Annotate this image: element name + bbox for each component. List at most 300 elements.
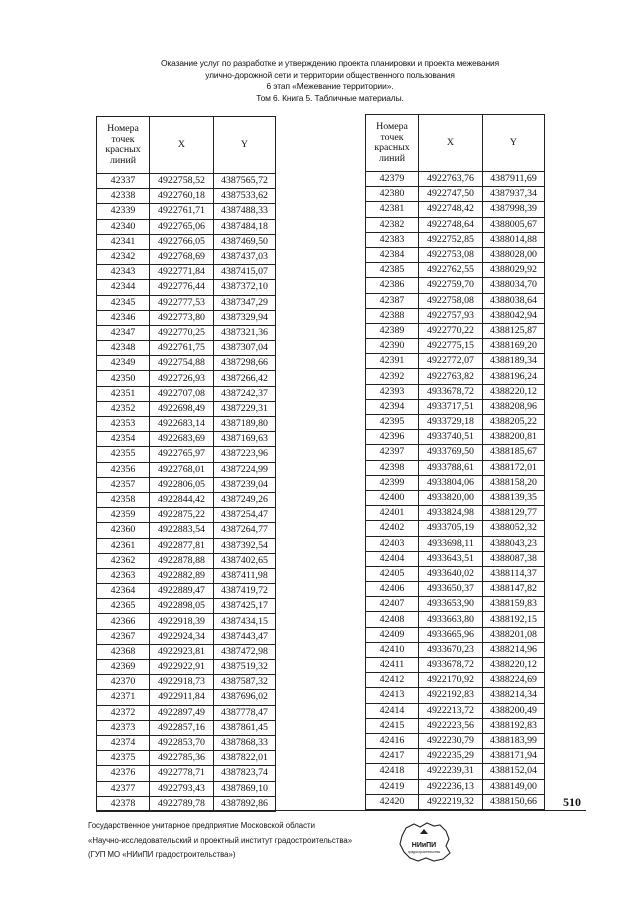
- cell-point-number: 42356: [97, 462, 150, 477]
- table-row: [366, 658, 545, 673]
- cell-y: 4388029,92: [483, 263, 545, 278]
- cell-point-number: 42396: [366, 430, 419, 445]
- footer-divider: [96, 810, 586, 811]
- cell-point-number: 42354: [97, 432, 150, 447]
- table-row: [366, 673, 545, 688]
- cell-point-number: 42369: [97, 660, 150, 675]
- cell-x: 4922777,53: [150, 295, 214, 310]
- table-row: [366, 688, 545, 703]
- table-row: [366, 232, 545, 247]
- table-row: [366, 779, 545, 794]
- cell-point-number: 42406: [366, 582, 419, 597]
- table-row: [366, 369, 545, 384]
- table-row: [97, 766, 276, 781]
- cell-x: 4922877,81: [150, 538, 214, 553]
- cell-y: 4388005,67: [483, 217, 545, 232]
- cell-x: 4922875,22: [150, 508, 214, 523]
- cell-y: 4387434,15: [214, 614, 276, 629]
- cell-y: 4387823,74: [214, 766, 276, 781]
- cell-y: 4388159,83: [483, 597, 545, 612]
- table-row: [97, 265, 276, 280]
- cell-y: 4387587,32: [214, 675, 276, 690]
- column-header-y: Y: [214, 117, 276, 174]
- cell-point-number: 42408: [366, 612, 419, 627]
- table-row: [97, 249, 276, 264]
- cell-point-number: 42355: [97, 447, 150, 462]
- table-row: [97, 538, 276, 553]
- table-row: [366, 642, 545, 657]
- cell-x: 4933820,00: [419, 490, 483, 505]
- cell-point-number: 42419: [366, 779, 419, 794]
- footer-line-1: Государственное унитарное предприятие Московской области: [88, 821, 315, 830]
- cell-point-number: 42418: [366, 764, 419, 779]
- table-row: [366, 247, 545, 262]
- cell-x: 4933653,90: [419, 597, 483, 612]
- cell-y: 4387443,47: [214, 629, 276, 644]
- cell-y: 4387778,47: [214, 705, 276, 720]
- cell-x: 4922683,69: [150, 432, 214, 447]
- cell-point-number: 42368: [97, 644, 150, 659]
- cell-x: 4922765,97: [150, 447, 214, 462]
- cell-y: 4388171,94: [483, 749, 545, 764]
- table-row: [97, 492, 276, 507]
- column-header-x: X: [150, 117, 214, 174]
- cell-x: 4922753,08: [419, 247, 483, 262]
- cell-x: 4933698,11: [419, 536, 483, 551]
- cell-x: 4922923,81: [150, 644, 214, 659]
- cell-y: 4388196,24: [483, 369, 545, 384]
- cell-y: 4387298,66: [214, 356, 276, 371]
- cell-x: 4922766,05: [150, 234, 214, 249]
- cell-point-number: 42353: [97, 417, 150, 432]
- cell-point-number: 42397: [366, 445, 419, 460]
- cell-x: 4922778,71: [150, 766, 214, 781]
- cell-x: 4922857,16: [150, 720, 214, 735]
- cell-x: 4922765,06: [150, 219, 214, 234]
- cell-x: 4933705,19: [419, 521, 483, 536]
- table-row: [366, 612, 545, 627]
- cell-y: 4387169,63: [214, 432, 276, 447]
- cell-point-number: 42379: [366, 172, 419, 187]
- cell-y: 4388150,66: [483, 794, 545, 809]
- cell-point-number: 42420: [366, 794, 419, 809]
- table-body-right: [366, 172, 545, 810]
- table-row: [366, 703, 545, 718]
- cell-y: 4387242,37: [214, 386, 276, 401]
- table-row: [366, 399, 545, 414]
- cell-point-number: 42410: [366, 642, 419, 657]
- table-row: [97, 341, 276, 356]
- cell-y: 4388224,69: [483, 673, 545, 688]
- cell-point-number: 42342: [97, 249, 150, 264]
- cell-point-number: 42357: [97, 477, 150, 492]
- cell-point-number: 42390: [366, 339, 419, 354]
- cell-point-number: 42365: [97, 599, 150, 614]
- cell-x: 4933824,98: [419, 506, 483, 521]
- cell-y: 4387861,45: [214, 720, 276, 735]
- cell-y: 4387392,54: [214, 538, 276, 553]
- cell-y: 4388042,94: [483, 308, 545, 323]
- cell-y: 4387239,04: [214, 477, 276, 492]
- cell-point-number: 42376: [97, 766, 150, 781]
- cell-y: 4387484,18: [214, 219, 276, 234]
- cell-point-number: 42417: [366, 749, 419, 764]
- cell-y: 4388208,96: [483, 399, 545, 414]
- table-row: [97, 204, 276, 219]
- cell-point-number: 42367: [97, 629, 150, 644]
- cell-point-number: 42366: [97, 614, 150, 629]
- table-row: [97, 280, 276, 295]
- cell-y: 4387254,47: [214, 508, 276, 523]
- cell-point-number: 42414: [366, 703, 419, 718]
- cell-point-number: 42409: [366, 627, 419, 642]
- table-row: [97, 234, 276, 249]
- table-row: [366, 521, 545, 536]
- cell-x: 4922844,42: [150, 492, 214, 507]
- cell-x: 4922239,31: [419, 764, 483, 779]
- cell-y: 4387869,10: [214, 781, 276, 796]
- cell-y: 4388220,12: [483, 658, 545, 673]
- cell-y: 4388038,64: [483, 293, 545, 308]
- cell-x: 4922747,50: [419, 187, 483, 202]
- cell-point-number: 42380: [366, 187, 419, 202]
- table-row: [97, 720, 276, 735]
- table-row: [366, 551, 545, 566]
- cell-point-number: 42358: [97, 492, 150, 507]
- cell-x: 4922911,84: [150, 690, 214, 705]
- cell-y: 4387868,33: [214, 735, 276, 750]
- table-row: [97, 325, 276, 340]
- table-row: [97, 371, 276, 386]
- column-header-point-number: Номера точек красных линий: [97, 117, 150, 174]
- cell-point-number: 42399: [366, 475, 419, 490]
- cell-y: 4388192,15: [483, 612, 545, 627]
- cell-x: 4922223,56: [419, 718, 483, 733]
- cell-y: 4387223,96: [214, 447, 276, 462]
- cell-x: 4922770,25: [150, 325, 214, 340]
- cell-point-number: 42370: [97, 675, 150, 690]
- cell-point-number: 42403: [366, 536, 419, 551]
- cell-x: 4922924,34: [150, 629, 214, 644]
- cell-point-number: 42407: [366, 597, 419, 612]
- table-row: [97, 477, 276, 492]
- table-row: [97, 584, 276, 599]
- table-row: [97, 219, 276, 234]
- cell-y: 4388129,77: [483, 506, 545, 521]
- table-row: [97, 781, 276, 796]
- table-row: [366, 263, 545, 278]
- cell-y: 4387224,99: [214, 462, 276, 477]
- table-row: [97, 295, 276, 310]
- cell-y: 4387229,31: [214, 401, 276, 416]
- moscow-region-outline-icon: [396, 820, 452, 864]
- cell-point-number: 42398: [366, 460, 419, 475]
- cell-y: 4387411,98: [214, 568, 276, 583]
- cell-y: 4387892,86: [214, 796, 276, 811]
- cell-x: 4922683,14: [150, 417, 214, 432]
- cell-y: 4387307,04: [214, 341, 276, 356]
- cell-y: 4387264,77: [214, 523, 276, 538]
- cell-point-number: 42373: [97, 720, 150, 735]
- table-row: [366, 475, 545, 490]
- table-body-left: [97, 174, 276, 812]
- cell-y: 4387372,10: [214, 280, 276, 295]
- cell-x: 4922897,49: [150, 705, 214, 720]
- cell-y: 4388034,70: [483, 278, 545, 293]
- cell-y: 4387402,65: [214, 553, 276, 568]
- cell-y: 4387249,26: [214, 492, 276, 507]
- cell-y: 4388087,38: [483, 551, 545, 566]
- cell-y: 4388214,96: [483, 642, 545, 657]
- cell-x: 4922772,07: [419, 354, 483, 369]
- cell-x: 4922761,71: [150, 204, 214, 219]
- cell-x: 4922770,22: [419, 323, 483, 338]
- cell-y: 4387415,07: [214, 265, 276, 280]
- cell-y: 4388220,12: [483, 384, 545, 399]
- cell-x: 4922752,85: [419, 232, 483, 247]
- cell-y: 4387189,80: [214, 417, 276, 432]
- cell-y: 4388169,20: [483, 339, 545, 354]
- table-row: [366, 597, 545, 612]
- cell-y: 4388114,37: [483, 566, 545, 581]
- cell-x: 4922707,08: [150, 386, 214, 401]
- table-row: [97, 417, 276, 432]
- table-row: [366, 627, 545, 642]
- header-line-3: 6 этап «Межевание территории».: [266, 81, 394, 92]
- cell-y: 4387488,33: [214, 204, 276, 219]
- cell-point-number: 42416: [366, 733, 419, 748]
- cell-y: 4388139,35: [483, 490, 545, 505]
- cell-x: 4922776,44: [150, 280, 214, 295]
- table-row: [366, 217, 545, 232]
- cell-point-number: 42349: [97, 356, 150, 371]
- table-row: [366, 566, 545, 581]
- logo-subtext: градостроительства: [408, 850, 440, 854]
- cell-y: 4387266,42: [214, 371, 276, 386]
- cell-point-number: 42394: [366, 399, 419, 414]
- cell-x: 4922170,92: [419, 673, 483, 688]
- table-row: [366, 354, 545, 369]
- coordinates-table-right: [365, 114, 545, 810]
- cell-x: 4922918,73: [150, 675, 214, 690]
- cell-point-number: 42387: [366, 293, 419, 308]
- cell-point-number: 42360: [97, 523, 150, 538]
- cell-point-number: 42375: [97, 751, 150, 766]
- cell-y: 4388149,00: [483, 779, 545, 794]
- cell-x: 4933740,51: [419, 430, 483, 445]
- table-row: [366, 733, 545, 748]
- cell-y: 4388152,04: [483, 764, 545, 779]
- cell-point-number: 42377: [97, 781, 150, 796]
- cell-point-number: 42389: [366, 323, 419, 338]
- cell-point-number: 42339: [97, 204, 150, 219]
- cell-x: 4922219,32: [419, 794, 483, 809]
- table-row: [97, 568, 276, 583]
- cell-x: 4922793,43: [150, 781, 214, 796]
- table-row: [366, 384, 545, 399]
- table-row: [366, 749, 545, 764]
- cell-x: 4922230,79: [419, 733, 483, 748]
- table-row: [366, 718, 545, 733]
- table-row: [97, 386, 276, 401]
- cell-point-number: 42411: [366, 658, 419, 673]
- cell-x: 4922758,52: [150, 174, 214, 189]
- cell-x: 4922236,13: [419, 779, 483, 794]
- cell-point-number: 42384: [366, 247, 419, 262]
- cell-x: 4933650,37: [419, 582, 483, 597]
- cell-point-number: 42388: [366, 308, 419, 323]
- cell-x: 4933678,72: [419, 384, 483, 399]
- cell-point-number: 42413: [366, 688, 419, 703]
- cell-x: 4922785,36: [150, 751, 214, 766]
- cell-y: 4387347,29: [214, 295, 276, 310]
- cell-y: 4387425,17: [214, 599, 276, 614]
- cell-x: 4933717,51: [419, 399, 483, 414]
- cell-point-number: 42385: [366, 263, 419, 278]
- cell-x: 4933788,61: [419, 460, 483, 475]
- cell-y: 4387419,72: [214, 584, 276, 599]
- cell-x: 4922754,88: [150, 356, 214, 371]
- table-row: [97, 508, 276, 523]
- table-row: [97, 432, 276, 447]
- cell-x: 4922192,83: [419, 688, 483, 703]
- cell-y: 4387469,50: [214, 234, 276, 249]
- table-row: [366, 430, 545, 445]
- cell-y: 4388192,83: [483, 718, 545, 733]
- cell-y: 4388200,81: [483, 430, 545, 445]
- cell-point-number: 42402: [366, 521, 419, 536]
- table-row: [366, 339, 545, 354]
- cell-point-number: 42404: [366, 551, 419, 566]
- cell-point-number: 42345: [97, 295, 150, 310]
- cell-x: 4922889,47: [150, 584, 214, 599]
- cell-x: 4933643,51: [419, 551, 483, 566]
- cell-point-number: 42338: [97, 189, 150, 204]
- cell-point-number: 42350: [97, 371, 150, 386]
- header-line-2: улично-дорожной сети и территории общественного пользования: [205, 69, 455, 80]
- cell-x: 4922918,39: [150, 614, 214, 629]
- table-row: [366, 172, 545, 187]
- cell-y: 4388185,67: [483, 445, 545, 460]
- table-row: [366, 582, 545, 597]
- cell-y: 4387998,39: [483, 202, 545, 217]
- cell-point-number: 42372: [97, 705, 150, 720]
- cell-x: 4922775,15: [419, 339, 483, 354]
- table-row: [97, 462, 276, 477]
- cell-y: 4388125,87: [483, 323, 545, 338]
- cell-y: 4388147,82: [483, 582, 545, 597]
- cell-point-number: 42378: [97, 796, 150, 811]
- cell-point-number: 42405: [366, 566, 419, 581]
- document-header: [120, 58, 540, 104]
- cell-point-number: 42359: [97, 508, 150, 523]
- table-row: [366, 460, 545, 475]
- cell-point-number: 42344: [97, 280, 150, 295]
- cell-point-number: 42347: [97, 325, 150, 340]
- cell-point-number: 42343: [97, 265, 150, 280]
- cell-x: 4922760,18: [150, 189, 214, 204]
- cell-y: 4387696,02: [214, 690, 276, 705]
- cell-x: 4922771,84: [150, 265, 214, 280]
- footer-line-3: (ГУП МО «НИиПИ градостроительства»): [88, 850, 236, 859]
- table-row: [97, 523, 276, 538]
- table-row: [97, 751, 276, 766]
- column-header-y: Y: [483, 115, 545, 172]
- table-row: [97, 447, 276, 462]
- table-row: [366, 202, 545, 217]
- cell-point-number: 42392: [366, 369, 419, 384]
- table-row: [97, 310, 276, 325]
- cell-x: 4933670,23: [419, 642, 483, 657]
- cell-y: 4387911,69: [483, 172, 545, 187]
- cell-x: 4922759,70: [419, 278, 483, 293]
- cell-point-number: 42363: [97, 568, 150, 583]
- cell-point-number: 42381: [366, 202, 419, 217]
- cell-point-number: 42364: [97, 584, 150, 599]
- table-row: [366, 323, 545, 338]
- cell-y: 4387533,62: [214, 189, 276, 204]
- cell-x: 4922235,29: [419, 749, 483, 764]
- cell-y: 4388028,00: [483, 247, 545, 262]
- cell-x: 4933804,06: [419, 475, 483, 490]
- cell-point-number: 42348: [97, 341, 150, 356]
- cell-x: 4922748,64: [419, 217, 483, 232]
- cell-x: 4922878,88: [150, 553, 214, 568]
- table-row: [366, 187, 545, 202]
- table-row: [97, 644, 276, 659]
- cell-y: 4387519,32: [214, 660, 276, 675]
- cell-x: 4933640,02: [419, 566, 483, 581]
- document-footer: [88, 819, 352, 863]
- table-row: [366, 415, 545, 430]
- cell-x: 4933663,80: [419, 612, 483, 627]
- table-row: [366, 278, 545, 293]
- cell-x: 4922761,75: [150, 341, 214, 356]
- cell-x: 4922922,91: [150, 660, 214, 675]
- cell-x: 4922758,08: [419, 293, 483, 308]
- cell-point-number: 42340: [97, 219, 150, 234]
- cell-point-number: 42337: [97, 174, 150, 189]
- cell-point-number: 42415: [366, 718, 419, 733]
- cell-x: 4922698,49: [150, 401, 214, 416]
- cell-y: 4388200,49: [483, 703, 545, 718]
- cell-point-number: 42393: [366, 384, 419, 399]
- cell-y: 4387937,34: [483, 187, 545, 202]
- cell-point-number: 42346: [97, 310, 150, 325]
- table-row: [97, 690, 276, 705]
- cell-x: 4922806,05: [150, 477, 214, 492]
- cell-x: 4922762,55: [419, 263, 483, 278]
- cell-point-number: 42382: [366, 217, 419, 232]
- cell-y: 4388052,32: [483, 521, 545, 536]
- cell-x: 4922882,89: [150, 568, 214, 583]
- cell-y: 4387565,72: [214, 174, 276, 189]
- cell-x: 4933665,96: [419, 627, 483, 642]
- table-row: [366, 445, 545, 460]
- cell-x: 4922757,93: [419, 308, 483, 323]
- cell-y: 4387472,98: [214, 644, 276, 659]
- cell-y: 4388014,88: [483, 232, 545, 247]
- header-line-1: Оказание услуг по разработке и утверждению проекта планировки и проекта межевания: [160, 58, 500, 68]
- cell-point-number: 42400: [366, 490, 419, 505]
- cell-point-number: 42361: [97, 538, 150, 553]
- cell-x: 4933769,50: [419, 445, 483, 460]
- cell-x: 4922763,82: [419, 369, 483, 384]
- logo-text: НИиПИ: [411, 842, 437, 849]
- cell-point-number: 42395: [366, 415, 419, 430]
- cell-y: 4388043,23: [483, 536, 545, 551]
- page-number: 510: [563, 795, 581, 809]
